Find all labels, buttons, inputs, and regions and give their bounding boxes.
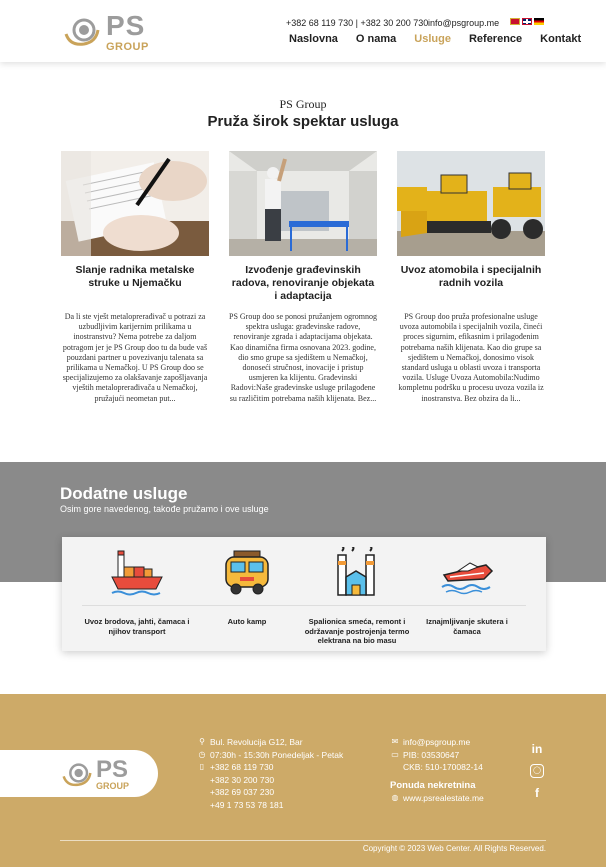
footer-email[interactable]: ✉ info@psgroup.me [391,737,471,747]
facebook-icon[interactable]: f [535,786,539,800]
id-card-icon: ▭ [391,749,399,759]
logo-swirl-icon [60,758,94,788]
additional-service-plant[interactable] [302,537,412,651]
logo-ps-text: PS [96,756,129,783]
footer-realestate-link[interactable]: ◍ www.psrealestate.me [391,793,484,803]
footer-company-column [390,736,484,805]
service-card-construction[interactable] [229,151,377,404]
copyright-text: Copyright © 2023 Web Center. All Rights Reserved. [362,844,546,853]
site-header [0,0,606,62]
service-title-workers[interactable]: Slanje radnika metalske struke u Njemačku [75,264,195,289]
flag-me-icon[interactable] [510,18,520,25]
service-image-construction[interactable] [229,151,377,256]
footer-realestate-title: Ponuda nekretnina [390,779,476,791]
jet-boat-icon [440,547,494,597]
footer-address: ⚲ Bul. Revolucija G12, Bar [197,736,343,749]
section-subtitle: PS Group [279,97,327,111]
power-plant-icon [330,547,384,597]
service-title-vehicles[interactable]: Uvoz atomobila i specijalnih radnih vozila [400,264,542,289]
footer-phone[interactable]: +382 30 200 730 [210,774,275,785]
additional-service-scooters[interactable] [412,537,522,651]
footer-phone[interactable]: +382 69 037 230 [210,787,275,797]
additional-service-boats[interactable] [82,537,192,651]
service-title-construction[interactable]: Izvođenje građevinskih radova, renoviranje objekata i adaptacija [231,264,375,302]
footer-pib: ▭ PIB: 03530647 [391,749,460,760]
logo-group-text: GROUP [96,781,130,791]
logo-swirl-icon [62,12,102,48]
site-logo[interactable] [62,10,162,56]
nav-naslovna[interactable]: Naslovna [289,33,338,45]
language-switcher [510,18,544,25]
clock-icon: ◷ [198,749,206,759]
footer-logo[interactable] [0,750,158,797]
footer-phone[interactable]: +49 1 73 53 78 181 [210,799,284,810]
additional-service-label: Uvoz brodova, jahti, čamaca i njihov transport [84,617,190,636]
social-links [530,742,546,808]
envelope-icon: ✉ [391,737,399,746]
additional-service-camp[interactable] [192,537,302,651]
service-image-contract[interactable] [61,151,209,256]
footer-divider [60,840,546,841]
additional-service-label: Iznajmljivanje skutera i čamaca [426,617,508,636]
instagram-icon[interactable]: ◯ [530,764,544,778]
linkedin-icon[interactable]: in [531,742,543,756]
location-pin-icon: ⚲ [199,737,205,746]
logo-ps-text: PS [106,10,146,41]
additional-services-subtitle: Osim gore navedenog, takođe pružamo i ove usluge [60,504,269,514]
service-card-vehicles[interactable] [397,151,545,404]
cargo-ship-icon [110,547,164,597]
service-card-workers[interactable] [61,151,209,404]
nav-o-nama[interactable]: O nama [355,33,397,45]
main-nav [289,33,581,45]
globe-icon: ◍ [391,793,399,802]
nav-usluge[interactable]: Usluge [414,33,451,45]
site-footer [0,694,606,867]
logo-group-text: GROUP [106,41,149,53]
service-text-vehicles: PS Group doo pruža profesionalne usluge uvoza automobila i specijalnih vozila, čineći proces sigurnim, efikasnim i prilagođenim potrebama naših klijenata. Kao dio grupe sa sjedištem u Nemačkoj, donosimo visok standard usluga u oblasti uvoza i transporta vozila. Usluge Uvoza Automobila:Nudimo kompletnu podršku u procesu uvoza vozila iz inostranstva. Bez obzira da li... [398,312,544,403]
nav-reference[interactable]: Reference [468,33,523,45]
header-email[interactable]: info@psgroup.me [428,18,500,28]
footer-phone[interactable]: ▯ +382 68 119 730 [197,761,343,774]
flag-gb-icon[interactable] [522,18,532,25]
phone-icon: ▯ [199,762,205,771]
nav-kontakt[interactable]: Kontakt [540,33,582,45]
flag-de-icon[interactable] [534,18,544,25]
section-title: Pruža širok spektar usluga [207,113,399,130]
camper-van-icon [220,547,274,597]
additional-services-panel [62,537,546,651]
additional-service-label: Auto kamp [227,617,267,626]
footer-hours: ◷ 07:30h - 15:30h Ponedeljak - Petak [198,749,344,760]
additional-services-title: Dodatne usluge [60,484,188,503]
service-text-workers: Da li ste vješt metaloprerađivač u potrazi za uzbudljivim karijernim prilikama u inostranstvu? Nema potrebe za daljom potragom jer je PS Group doo tu da bude vaš pouzdani partner u povezivanju talenata sa prilikama u Nemačkoj. U PS Group doo se specijalizujemo za olakšavanje zapošljavanja vještih metaloprerađivača u Nemačkoj, pružajući neometan put... [62,312,208,403]
additional-service-label: Spalionica smeća, remont i održavanje postrojenja termo elektrana na bio masu [304,617,410,645]
footer-contact-column [197,736,343,811]
footer-ckb: CKB: 510-170082-14 [403,762,483,772]
header-phones[interactable]: +382 68 119 730 | +382 30 200 730 [286,18,429,28]
service-image-bulldozers[interactable] [397,151,545,256]
service-text-construction: PS Group doo se ponosi pružanjem ogromnog spektra usluga: građevinske radove, renoviranje zgrada i adaptacijama objekata. Kao dinamična firma osnovana 2023. godine, dio smo grupe sa sjedištem u Nemačkoj, donoseći stručnost, inovacije i pristup usmjeren ka klijentu. Građevinski Radovi:Naše građevinske usluge prilagođene su različitim potrebama naših klijenata. Bez... [229,312,377,403]
additional-services-section [0,462,606,694]
